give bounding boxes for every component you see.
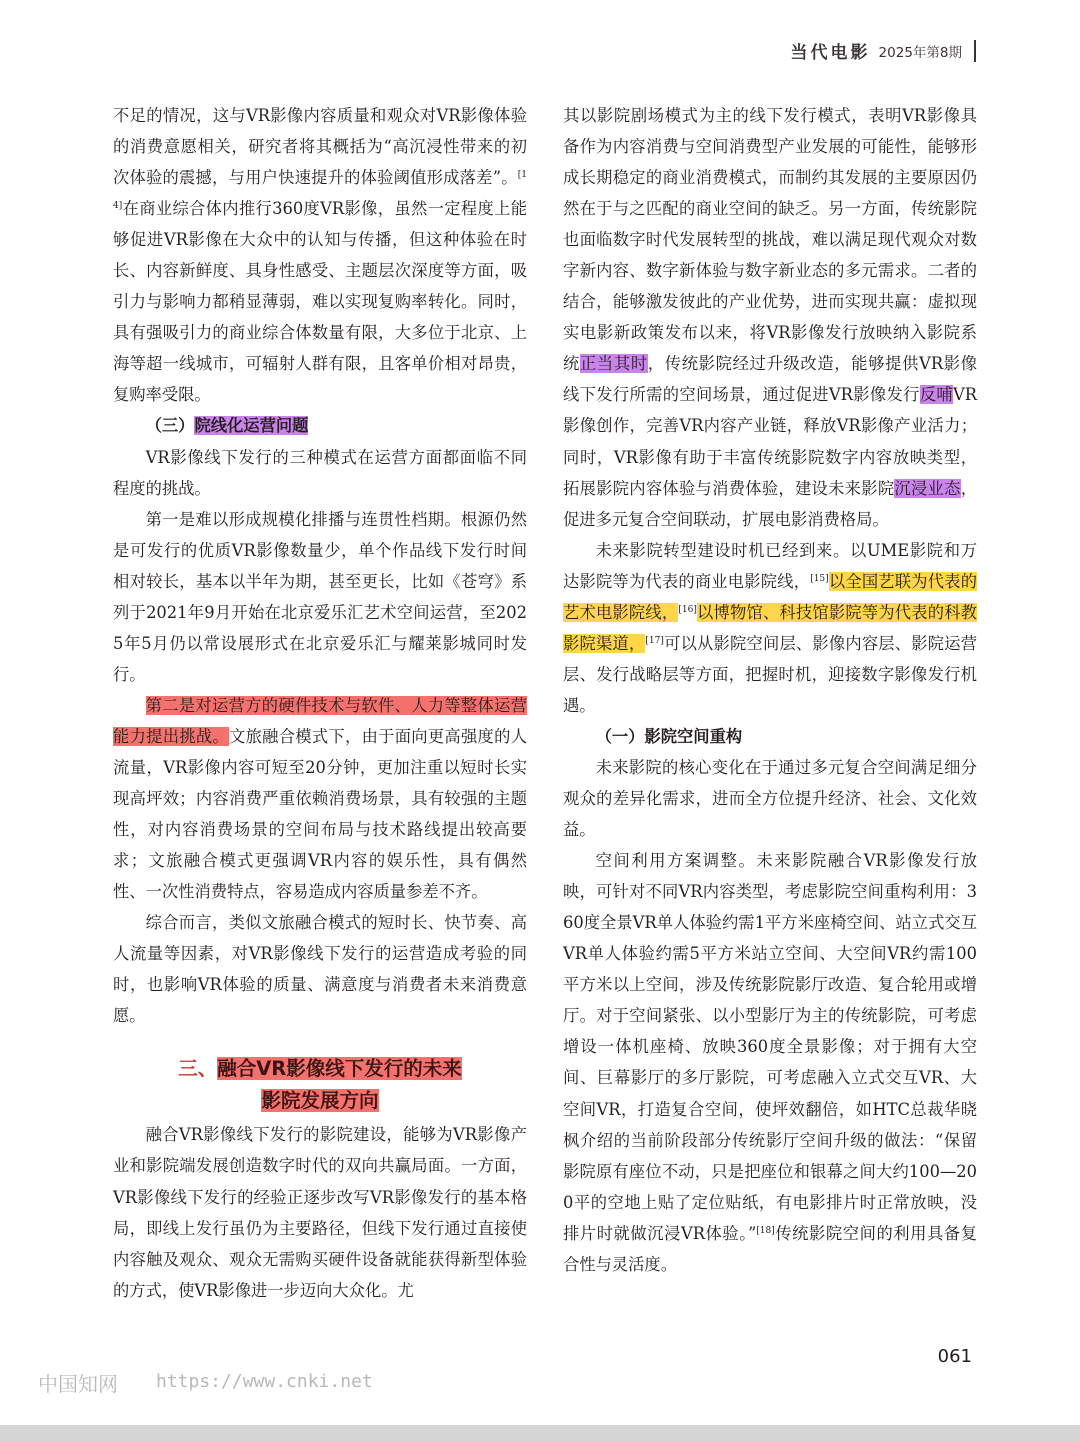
- right-paragraph-3: 未来影院的核心变化在于通过多元复合空间满足细分观众的差异化需求，进而全方位提升经济、社会、文化效益。: [563, 757, 977, 840]
- left-paragraph-1: 不足的情况，这与VR影像内容质量和观众对VR影像体验的消费意愿相关，研究者将其概括为“高沉浸性带来的初次体验的震撼，与用户快速提升的体验阈值形成落差”。[14]在商业综合体内推行360度VR影像，虽然一定程度上能够促进VR影像在大众中的认知与传播，但这种体验在时长、内容新鲜度、具身性感受、主题层次深度等方面，吸引力与影响力都稍显薄弱，难以实现复购率转化。同时，具有强吸引力的商业综合体数量有限，大多位于北京、上海等超一线城市，可辐射人群有限，且客单价相对昂贵，复购率受限。: [113, 106, 527, 405]
- issue-label: 2025年第8期: [878, 44, 962, 61]
- left-paragraph-3: 第一是难以形成规模化排播与连贯性档期。根源仍然是可发行的优质VR影像数量少，单个作品线下发行时间相对较长，基本以半年为期，甚至更长，比如《苍穹》系列于2021年9月开始在北京爱乐汇艺术空间运营，至2025年5月仍以常设展形式在北京爱乐汇与耀莱影城同时发行。: [113, 509, 527, 684]
- citation-14: [14]: [113, 170, 527, 212]
- right-paragraph-2: 未来影院转型建设时机已经到来。以UME影院和万达影院等为代表的商业电影院线，[15]以全国艺联为代表的艺术电影院线，[16]以博物馆、科技馆影院等为代表的科教影院渠道，[17]可以从影院空间层、影像内容层、影院运营层、发行战略层等方面，把握时机，迎接数字影像发行机遇。: [563, 540, 977, 715]
- left-paragraph-6: 融合VR影像线下发行的影院建设，能够为VR影像产业和影院端发展创造数字时代的双向共赢局面。一方面，VR影像线下发行的经验正逐步改写VR影像发行的基本格局，即线上发行虽仍为主要路径，但线下发行通过直接使内容触及观众、观众无需购买硬件设备就能获得新型体验的方式，使VR影像进一步迈向大众化。尤: [113, 1125, 527, 1300]
- citation-17: [17]: [645, 635, 664, 646]
- highlight-purple: 反哺: [919, 385, 953, 405]
- watermark-cnki: 中国知网: [38, 1372, 118, 1396]
- bottom-strip: [0, 1425, 1080, 1441]
- journal-name: 当代电影: [790, 43, 871, 63]
- section-title-line-1: 融合VR影像线下发行的未来: [217, 1057, 462, 1081]
- highlight-yellow: 以博物馆、科技馆影院等为代表的科教影院渠道，: [563, 602, 977, 653]
- citation-16: [16]: [678, 604, 697, 615]
- page-number: 061: [937, 1346, 972, 1367]
- highlight-purple: 院线化运营问题: [194, 416, 309, 436]
- subheading-3: （三）院线化运营问题: [145, 416, 309, 436]
- highlight-yellow: 以全国艺联为代表的艺术电影院线，: [563, 571, 977, 622]
- right-paragraph-1: 其以影院剧场模式为主的线下发行模式，表明VR影像具备作为内容消费与空间消费型产业发展的可能性，能够形成长期稳定的商业消费模式，而制约其发展的主要原因仍然在于与之匹配的商业空间的缺乏。另一方面，传统影院也面临数字时代发展转型的挑战，难以满足现代观众对数字新内容、数字新体验与数字新业态的多元需求。二者的结合，能够激发彼此的产业优势，进而实现共赢：虚拟现实电影新政策发布以来，将VR影像发行放映纳入影院系统正当其时，传统影院经过升级改造，能够提供VR影像线下发行所需的空间场景，通过促进VR影像发行反哺VR影像创作，完善VR内容产业链，释放VR影像产业活力；同时，VR影像有助于丰富传统影院数字内容放映类型，拓展影院内容体验与消费体验，建设未来影院沉浸业态，促进多元复合空间联动，扩展电影消费格局。: [563, 106, 977, 529]
- watermark-url: https://www.cnki.net: [156, 1371, 373, 1392]
- highlight-purple: 沉浸业态: [894, 478, 961, 498]
- header-divider: [974, 40, 976, 62]
- right-column: [563, 100, 977, 1280]
- left-paragraph-2: VR影像线下发行的三种模式在运营方面都面临不同程度的挑战。: [113, 447, 527, 498]
- highlight-purple: 正当其时: [579, 354, 648, 374]
- citation-18: [18]: [756, 1225, 775, 1236]
- left-paragraph-5: 综合而言，类似文旅融合模式的短时长、快节奏、高人流量等因素，对VR影像线下发行的运营造成考验的同时，也影响VR体验的质量、满意度与消费者未来消费意愿。: [113, 913, 527, 1026]
- highlight-red: 第二是对运营方的硬件技术与软件、人力等整体运营能力提出挑战。: [113, 695, 527, 746]
- citation-15: [15]: [810, 573, 829, 584]
- subheading-1: （一）影院空间重构: [595, 726, 743, 746]
- section-title-line-2: 影院发展方向: [261, 1089, 379, 1113]
- section-title: 三、融合VR影像线下发行的未来 影院发展方向: [178, 1057, 462, 1113]
- left-column: [113, 100, 527, 1306]
- right-paragraph-4: 空间利用方案调整。未来影院融合VR影像发行放映，可针对不同VR内容类型，考虑影院空间重构利用：360度全景VR单人体验约需1平方米座椅空间、站立式交互VR单人体验约需5平方米站立空间、大空间VR约需100平方米以上空间，涉及传统影院影厅改造、复合轮用或增厅。对于空间紧张、以小型影厅为主的传统影院，可考虑增设一体机座椅、放映360度全景影像；对于拥有大空间、巨幕影厅的多厅影院，可考虑融入立式交互VR、大空间VR，打造复合空间，使坪效翻倍，如HTC总裁华晓枫介绍的当前阶段部分传统影厅空间升级的做法：“保留影院原有座位不动，只是把座位和银幕之间大约100—200平的空地上贴了定位贴纸，有电影排片时正常放映，没排片时就做沉浸VR体验。”[18]传统影院空间的利用具备复合性与灵活度。: [563, 851, 977, 1274]
- journal-header: [791, 38, 976, 63]
- left-paragraph-4: 第二是对运营方的硬件技术与软件、人力等整体运营能力提出挑战。文旅融合模式下，由于面向更高强度的人流量，VR影像内容可短至20分钟，更加注重以短时长实现高坪效；内容消费严重依赖消费场景，具有较强的主题性，对内容消费场景的空间布局与技术路线提出较高要求；文旅融合模式更强调VR内容的娱乐性，具有偶然性、一次性消费特点，容易造成内容质量参差不齐。: [113, 695, 527, 902]
